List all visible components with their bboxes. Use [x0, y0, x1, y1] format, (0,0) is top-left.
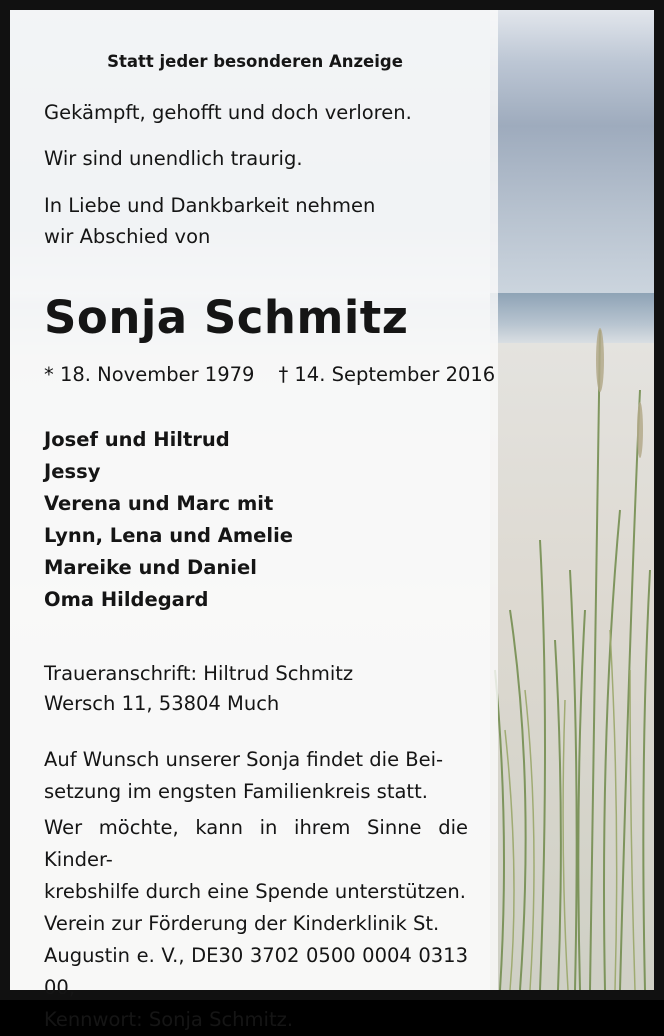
birth-date: * 18. November 1979 [44, 363, 255, 386]
address-line: Wersch 11, 53804 Much [44, 692, 280, 715]
deceased-name: Sonja Schmitz [44, 291, 409, 344]
dune-grass-image [480, 310, 654, 990]
funeral-note [44, 744, 468, 808]
donation-note-line: Wer möchte, kann in ihrem Sinne die Kinder- [44, 816, 468, 871]
life-dates [44, 359, 495, 391]
funeral-note-line: setzung im engsten Familienkreis statt. [44, 780, 428, 803]
mourner-line: Mareike und Daniel [44, 556, 257, 579]
notice-header: Statt jeder besonderen Anzeige [107, 52, 403, 71]
intro-line: In Liebe und Dankbarkeit nehmen [44, 194, 376, 217]
funeral-note-line: Auf Wunsch unserer Sonja findet die Bei- [44, 748, 444, 771]
mourner-line: Verena und Marc mit [44, 492, 274, 515]
donation-note-line: Augustin e. V., DE30 3702 0500 0004 0313 00, [44, 944, 468, 999]
donation-note-line: krebshilfe durch eine Spende unterstützen. [44, 880, 466, 903]
address-line: Traueranschrift: Hiltrud Schmitz [44, 662, 354, 685]
donation-note [44, 812, 468, 1036]
mourner-line: Jessy [44, 460, 101, 483]
death-date: † 14. September 2016 [278, 363, 496, 386]
intro-line: Gekämpft, gehofft und doch verloren. [44, 101, 412, 124]
donation-note-line: Kennwort: Sonja Schmitz. [44, 1008, 294, 1031]
mourner-line: Oma Hildegard [44, 588, 209, 611]
sky-image [490, 10, 654, 300]
donation-note-line: Verein zur Förderung der Kinderklinik St. [44, 912, 440, 935]
intro-line: wir Abschied von [44, 225, 211, 248]
intro-line: Wir sind unendlich traurig. [44, 147, 303, 170]
mourner-line: Josef und Hiltrud [44, 428, 230, 451]
mourner-line: Lynn, Lena und Amelie [44, 524, 293, 547]
